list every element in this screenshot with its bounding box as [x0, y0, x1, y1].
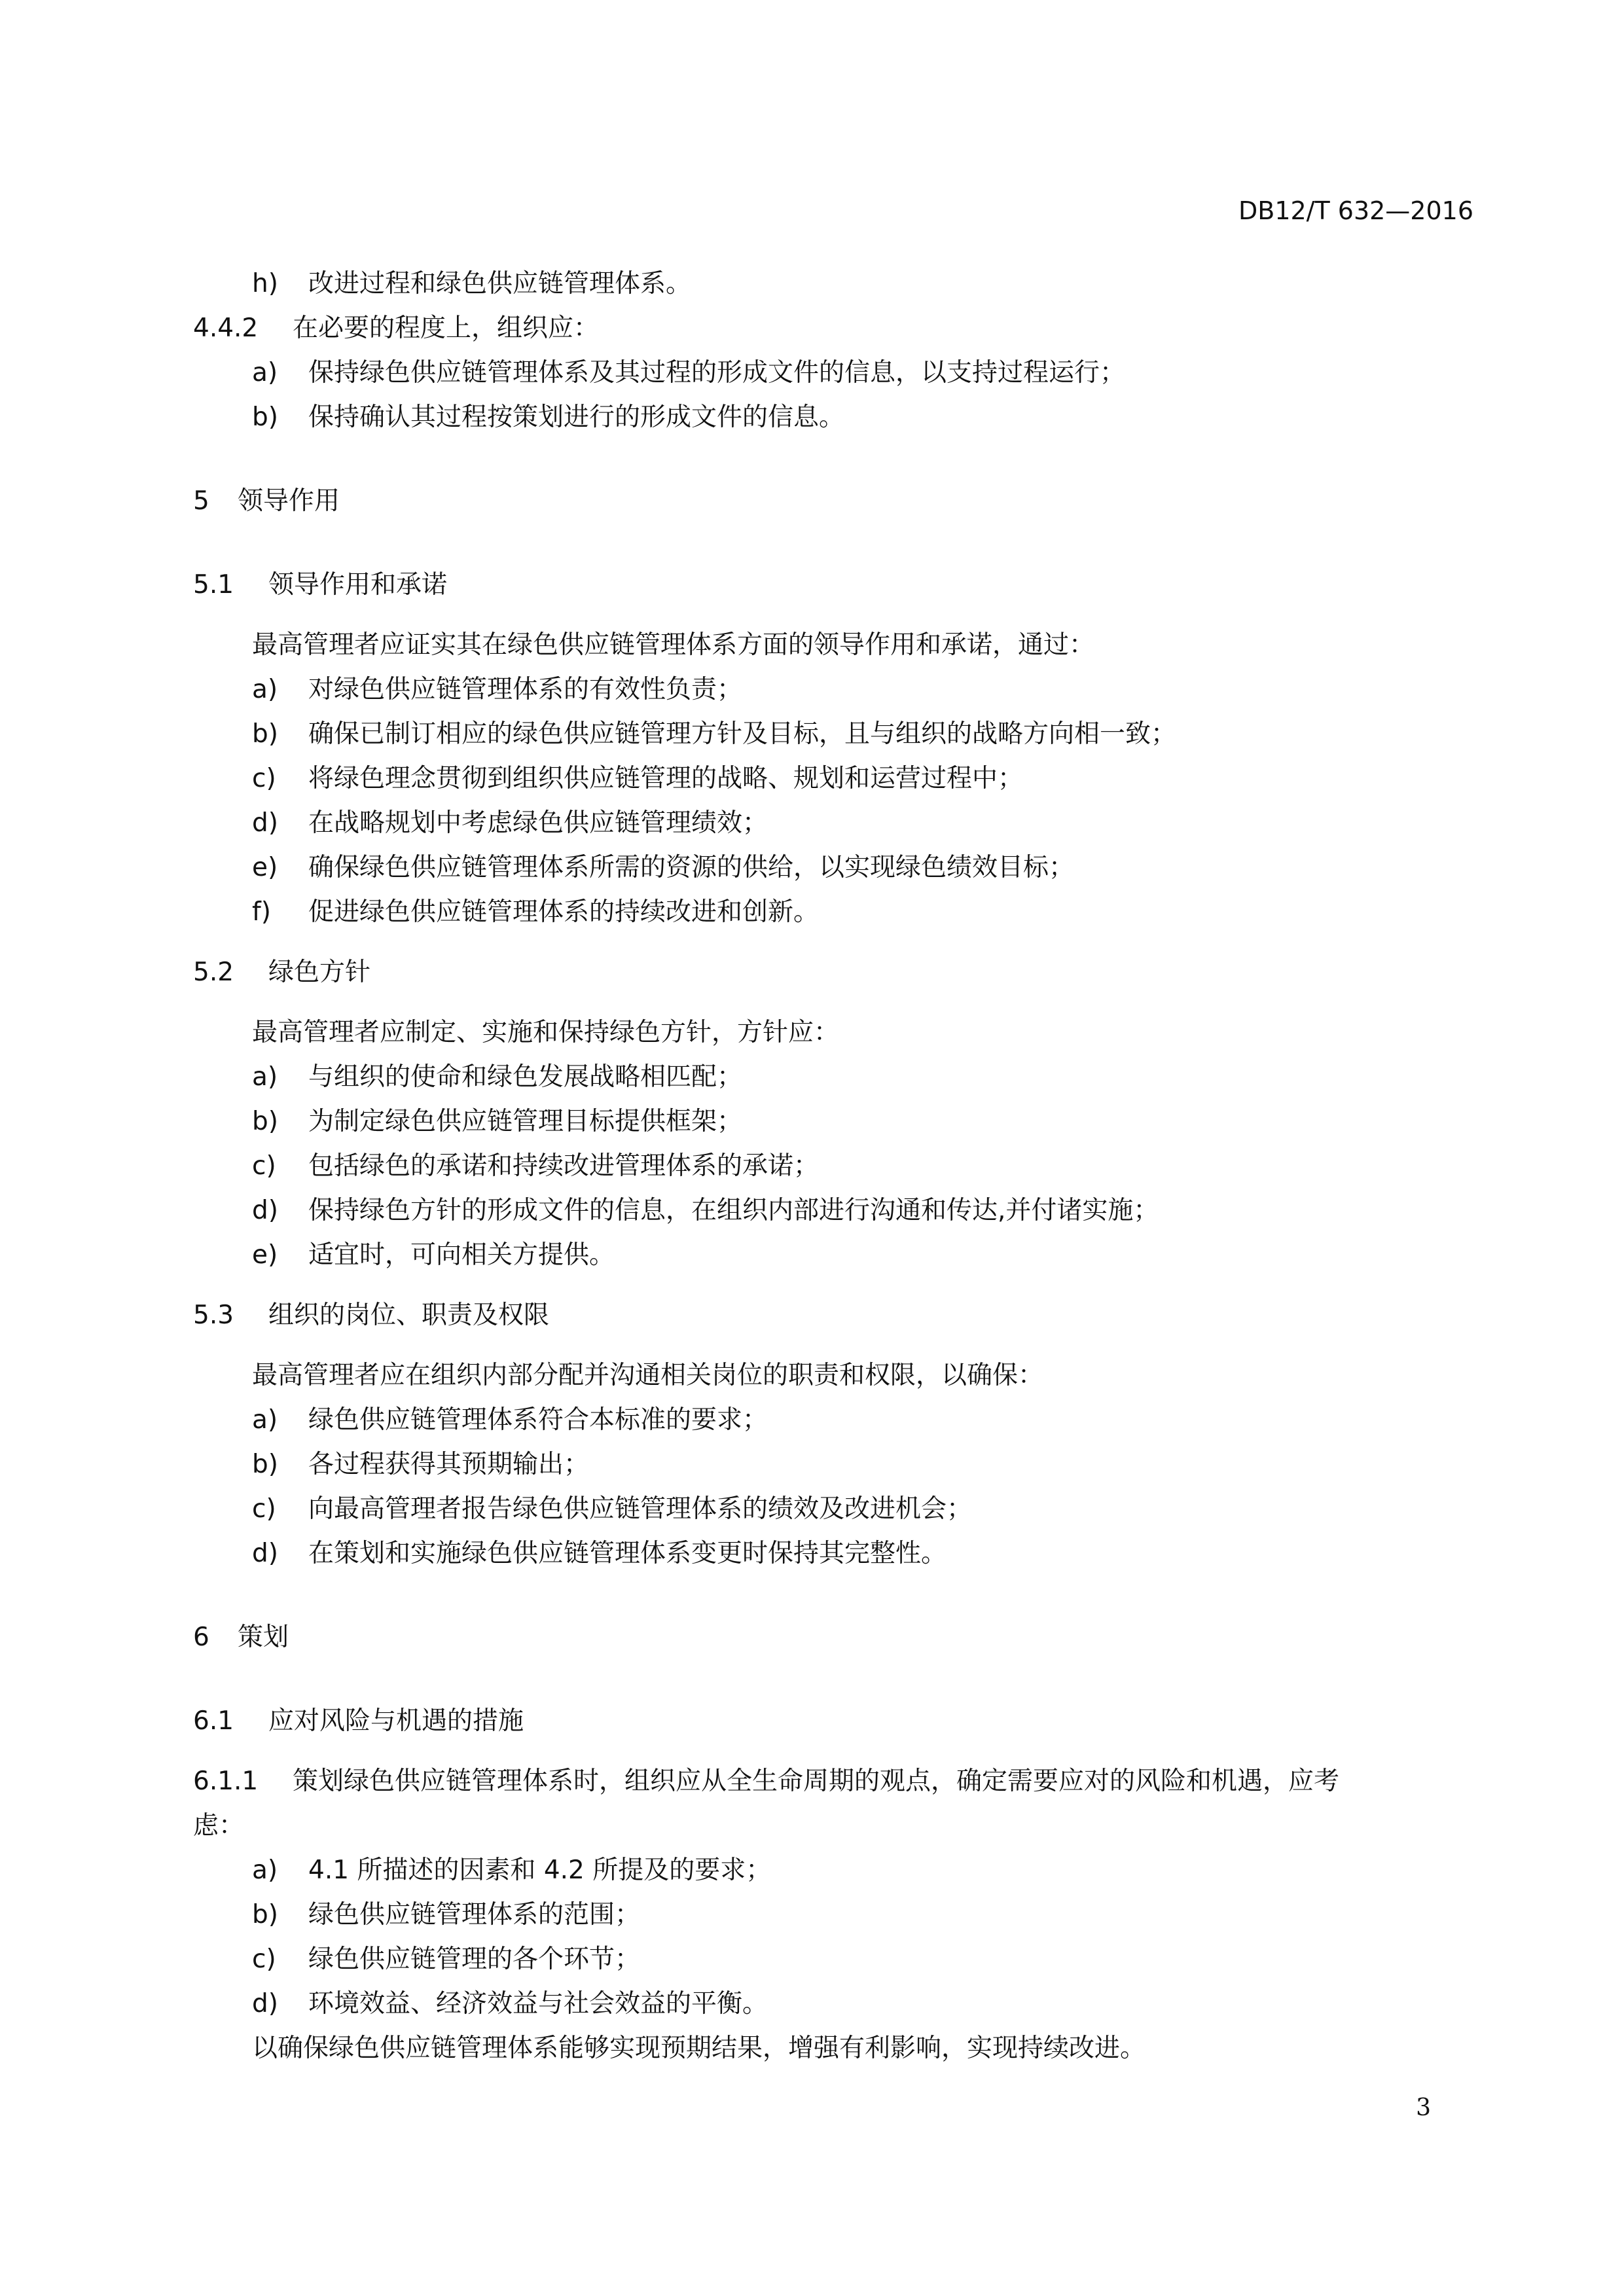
list-item	[193, 1982, 1476, 2026]
list-item	[193, 1398, 1476, 1443]
subsection-number: 5.1	[193, 570, 234, 600]
numbered-clause	[193, 1759, 1476, 1804]
list-item-text: 促进绿色供应链管理体系的持续改进和创新。	[308, 897, 820, 927]
list-item-label: e)	[252, 1240, 278, 1270]
list-item-label: d)	[252, 1539, 278, 1568]
list-item-text: 适宜时，可向相关方提供。	[308, 1240, 615, 1270]
list-item	[193, 1893, 1476, 1937]
list-item-label: c)	[252, 1151, 276, 1181]
list-item-label: b)	[252, 403, 278, 432]
subsection-number: 5.2	[193, 958, 234, 987]
list-item-text: 绿色供应链管理体系的范围；	[308, 1900, 641, 1929]
list-item	[193, 1937, 1476, 1982]
list-item	[193, 1100, 1476, 1144]
list-item	[193, 1532, 1476, 1576]
list-item-label: a)	[252, 1405, 278, 1435]
clause-number: 6.1.1	[193, 1767, 259, 1796]
list-item-label: d)	[252, 808, 278, 838]
list-item-label: f)	[252, 897, 271, 927]
section-title: 领导作用	[238, 486, 340, 516]
subsection-heading	[193, 1699, 1476, 1744]
page-number: 3	[1416, 2094, 1431, 2121]
numbered-clause	[193, 306, 1476, 351]
paragraph: 最高管理者应证实其在绿色供应链管理体系方面的领导作用和承诺，通过：	[252, 630, 1095, 660]
subsection-title: 领导作用和承诺	[268, 570, 448, 600]
list-item	[193, 712, 1476, 757]
section-number: 5	[193, 486, 209, 516]
list-item	[193, 846, 1476, 890]
paragraph: 以确保绿色供应链管理体系能够实现预期结果，增强有利影响，实现持续改进。	[252, 2034, 1146, 2063]
list-item-text: 4.1 所描述的因素和 4.2 所提及的要求；	[308, 1856, 772, 1885]
subsection-title: 组织的岗位、职责及权限	[268, 1300, 550, 1330]
list-item-label: c)	[252, 1945, 276, 1974]
list-item-text: 改进过程和绿色供应链管理体系。	[308, 269, 692, 298]
section-heading	[193, 1615, 1476, 1660]
list-item	[193, 757, 1476, 801]
paragraph: 最高管理者应制定、实施和保持绿色方针，方针应：	[252, 1018, 840, 1047]
list-item-text: 对绿色供应链管理体系的有效性负责；	[308, 675, 743, 704]
list-item	[193, 1144, 1476, 1189]
document-body	[193, 262, 1476, 2071]
list-item	[193, 395, 1476, 440]
list-item-text: 在策划和实施绿色供应链管理体系变更时保持其完整性。	[308, 1539, 947, 1568]
list-item-label: b)	[252, 1450, 278, 1479]
clause-text-continuation: 虑：	[193, 1811, 245, 1840]
list-item-label: c)	[252, 1494, 276, 1524]
list-item-text: 绿色供应链管理的各个环节；	[308, 1945, 641, 1974]
list-item-label: a)	[252, 675, 278, 704]
list-item-label: d)	[252, 1196, 278, 1225]
document-code: DB12/T 632—2016	[1238, 196, 1473, 225]
list-item-label: b)	[252, 1107, 278, 1136]
section-number: 6	[193, 1623, 209, 1652]
list-item-text: 绿色供应链管理体系符合本标准的要求；	[308, 1405, 768, 1435]
list-item-label: a)	[252, 358, 278, 387]
list-item-text: 为制定绿色供应链管理目标提供框架；	[308, 1107, 743, 1136]
list-item	[193, 1848, 1476, 1893]
list-item	[193, 1233, 1476, 1278]
subsection-heading	[193, 563, 1476, 607]
list-item-text: 在战略规划中考虑绿色供应链管理绩效；	[308, 808, 768, 838]
list-item-text: 包括绿色的承诺和持续改进管理体系的承诺；	[308, 1151, 820, 1181]
list-item-label: a)	[252, 1856, 278, 1885]
list-item-text: 与组织的使命和绿色发展战略相匹配；	[308, 1062, 743, 1092]
subsection-number: 6.1	[193, 1706, 234, 1736]
list-item-label: b)	[252, 719, 278, 749]
clause-text: 在必要的程度上，组织应：	[293, 314, 600, 343]
list-item	[193, 262, 1476, 306]
list-item-label: a)	[252, 1062, 278, 1092]
list-item	[193, 668, 1476, 712]
list-item-text: 向最高管理者报告绿色供应链管理体系的绩效及改进机会；	[308, 1494, 973, 1524]
list-item-label: h)	[252, 269, 278, 298]
list-item	[193, 801, 1476, 846]
list-item-label: e)	[252, 853, 278, 882]
list-item	[193, 351, 1476, 395]
list-item	[193, 1487, 1476, 1532]
list-item-text: 保持绿色供应链管理体系及其过程的形成文件的信息，以支持过程运行；	[308, 358, 1126, 387]
list-item-text: 环境效益、经济效益与社会效益的平衡。	[308, 1989, 768, 2018]
subsection-heading	[193, 950, 1476, 995]
list-item-label: c)	[252, 764, 276, 793]
paragraph: 最高管理者应在组织内部分配并沟通相关岗位的职责和权限，以确保：	[252, 1361, 1044, 1390]
clause-text: 策划绿色供应链管理体系时，组织应从全生命周期的观点，确定需要应对的风险和机遇，应考	[293, 1767, 1340, 1796]
list-item-text: 保持确认其过程按策划进行的形成文件的信息。	[308, 403, 845, 432]
list-item	[193, 1443, 1476, 1487]
list-item-text: 各过程获得其预期输出；	[308, 1450, 590, 1479]
subsection-title: 应对风险与机遇的措施	[268, 1706, 524, 1736]
list-item-label: d)	[252, 1989, 278, 2018]
subsection-title: 绿色方针	[268, 958, 371, 987]
list-item-text: 将绿色理念贯彻到组织供应链管理的战略、规划和运营过程中；	[308, 764, 1024, 793]
list-item	[193, 1055, 1476, 1100]
list-item	[193, 1189, 1476, 1233]
section-heading	[193, 479, 1476, 524]
list-item-text: 确保已制订相应的绿色供应链管理方针及目标，且与组织的战略方向相一致；	[308, 719, 1177, 749]
subsection-heading	[193, 1293, 1476, 1338]
list-item-text: 确保绿色供应链管理体系所需的资源的供给，以实现绿色绩效目标；	[308, 853, 1075, 882]
subsection-number: 5.3	[193, 1300, 234, 1330]
list-item	[193, 890, 1476, 935]
list-item-label: b)	[252, 1900, 278, 1929]
clause-number: 4.4.2	[193, 314, 259, 343]
section-title: 策划	[238, 1623, 289, 1652]
list-item-text: 保持绿色方针的形成文件的信息，在组织内部进行沟通和传达,并付诸实施；	[308, 1196, 1159, 1225]
